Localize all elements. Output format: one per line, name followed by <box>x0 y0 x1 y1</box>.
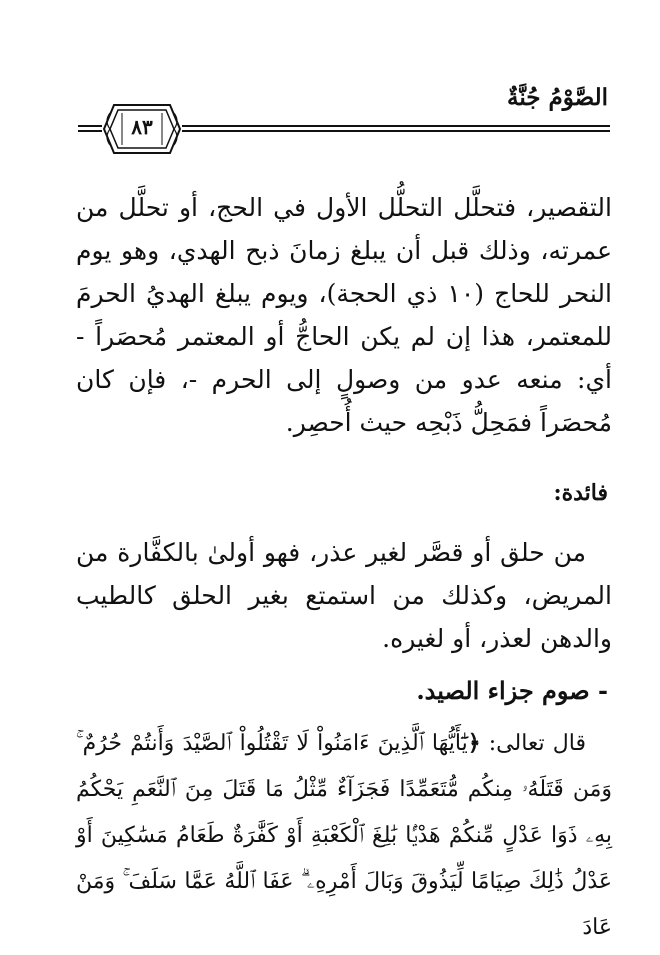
rule-line-right <box>182 125 610 127</box>
section-heading: - صوم جزاء الصيد. <box>416 676 608 705</box>
rule-line-left <box>78 125 102 127</box>
page-number: ٨٣ <box>131 115 153 139</box>
header-rule <box>78 103 610 155</box>
verse-paragraph <box>76 720 612 951</box>
verse-block <box>76 720 612 951</box>
running-title: الصَّوْمُ جُنَّةٌ <box>507 84 608 111</box>
note-heading: فائدة: <box>553 480 608 506</box>
verse-open-bracket: ﴿ <box>467 730 481 756</box>
paragraph-main <box>76 186 612 444</box>
rule-line-right <box>182 130 610 132</box>
rule-line-left <box>78 130 102 132</box>
note-text: من حلق أو قصَّر لغير عذر، فهو أولىٰ بالكفَّارة من المريض، وكذلك من استمتع بغير الحلق كالطيب والدهن لعذر، أو لغيره. <box>76 538 612 653</box>
verse-intro: قال تعالى: <box>480 731 586 756</box>
note-paragraph <box>76 531 612 660</box>
quran-verse: يَٰٓأَيُّهَا ٱلَّذِينَ ءَامَنُواْ لَا تَقْتُلُواْ ٱلصَّيْدَ وَأَنتُمْ حُرُمٌ ۚ وَمَن قَتَلَهُۥ مِنكُم مُّتَعَمِّدًا فَجَزَآءٌ مِّثْلُ مَا قَتَلَ مِنَ ٱلنَّعَمِ يَحْكُمُ بِهِۦ ذَوَا عَدْلٍ مِّنكُمْ هَدْيًۢا بَٰلِغَ ٱلْكَعْبَةِ أَوْ كَفَّٰرَةٌ طَعَامُ مَسَٰكِينَ أَوْ عَدْلُ ذَٰلِكَ صِيَامًا لِّيَذُوقَ وَبَالَ أَمْرِهِۦ ۗ عَفَا ٱللَّهُ عَمَّا سَلَفَ ۚ وَمَنْ عَادَ <box>76 731 612 940</box>
page-number-badge <box>102 103 182 155</box>
paragraph-text: التقصير، فتحلَّل التحلُّل الأول في الحج، أو تحلَّل من عمرته، وذلك قبل أن يبلغ زمانَ ذبح الهدي، وهو يوم النحر للحاج (١٠ ذي الحجة)، ويوم يبلغ الهديُ الحرمَ للمعتمر، هذا إن لم يكن الحاجُّ أو المعتمر مُحصَراً - أي: منعه عدو من وصولٍ إلى الحرم -، فإن كان مُحصَراً فمَحِلُّ ذَبْحِه حيث أُحصِر. <box>76 193 612 437</box>
